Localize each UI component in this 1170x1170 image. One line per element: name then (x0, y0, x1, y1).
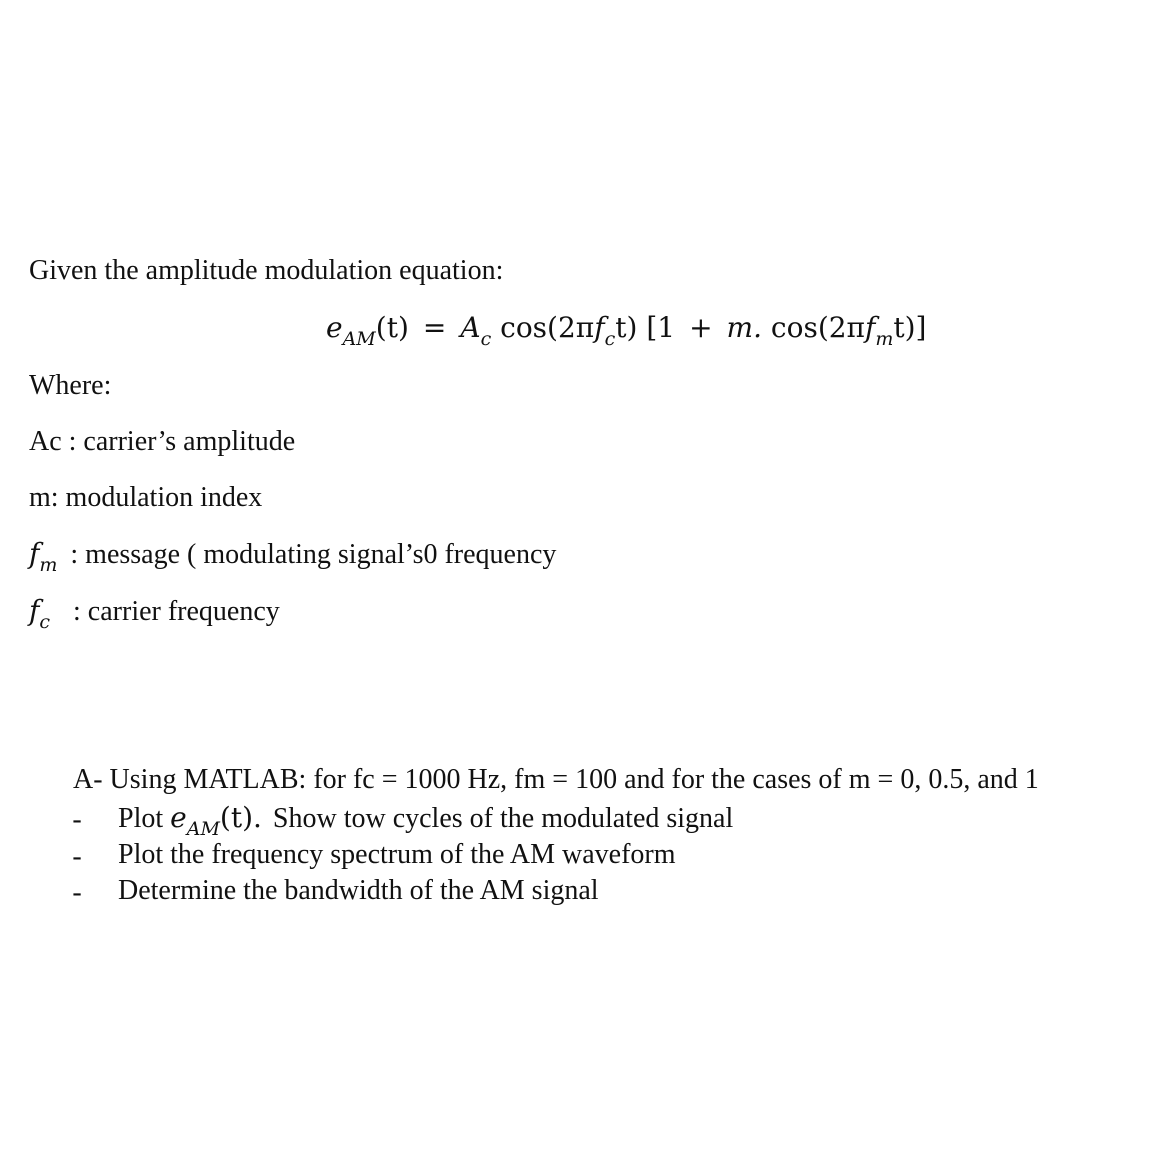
intro-text: Given the amplitude modulation equation: (29, 255, 504, 286)
fc-description: : carrier frequency (73, 596, 280, 627)
where-label: Where: (29, 370, 112, 401)
bullet-dash-3: - (72, 877, 82, 908)
eq-bracket-open: [1 (646, 311, 676, 344)
eq-mod-cos-close: t)] (893, 311, 927, 344)
fm-symbol: f (29, 537, 40, 570)
eq-equals: = (422, 311, 447, 344)
definition-fm (29, 537, 556, 574)
fc-subscript: c (39, 611, 51, 633)
eq-mod-cos-open: cos(2π (770, 311, 865, 344)
am-equation (326, 310, 926, 349)
definition-fc (29, 594, 280, 631)
task-heading: A- Using MATLAB: for fc = 1000 Hz, fm = 100 and for the cases of m = 0, 0.5, and 1 (73, 764, 1039, 795)
task-item-2: Plot the frequency spectrum of the AM waveform (118, 839, 676, 870)
eq-fm-symbol: f (864, 311, 876, 344)
eq-a-symbol: A (460, 311, 481, 344)
task-item-3: Determine the bandwidth of the AM signal (118, 875, 599, 906)
eq-fc-subscript: c (604, 328, 616, 350)
fm-description: : message ( modulating signal’s0 frequency (70, 539, 557, 570)
eq-cos-close: t) (615, 311, 638, 344)
task-item-1-suffix: Show tow cycles of the modulated signal (272, 803, 734, 834)
eq-e-symbol: e (326, 311, 343, 344)
task-item-1-prefix: Plot (118, 803, 164, 834)
definition-ac: Ac : carrier’s amplitude (29, 426, 296, 457)
fc-symbol: f (29, 594, 40, 627)
bullet-dash-2: - (72, 841, 82, 872)
eq-cos-open: cos(2π (500, 311, 595, 344)
eq-e-subscript: AM (342, 328, 376, 350)
eq-t-arg: (t) (375, 311, 409, 344)
task-item-1 (118, 801, 733, 838)
task-item-1-e-symbol: e (170, 801, 187, 834)
eq-a-subscript: c (480, 328, 492, 350)
eq-fm-subscript: m (875, 328, 894, 350)
fm-subscript: m (39, 554, 58, 576)
eq-m-index: m. (726, 311, 762, 344)
definition-m: m: modulation index (29, 482, 263, 513)
task-item-1-arg: (t). (219, 801, 262, 834)
task-item-1-e-subscript: AM (186, 818, 220, 840)
eq-fc-symbol: f (594, 311, 605, 344)
eq-plus: + (689, 311, 713, 344)
bullet-dash-1: - (72, 804, 82, 835)
